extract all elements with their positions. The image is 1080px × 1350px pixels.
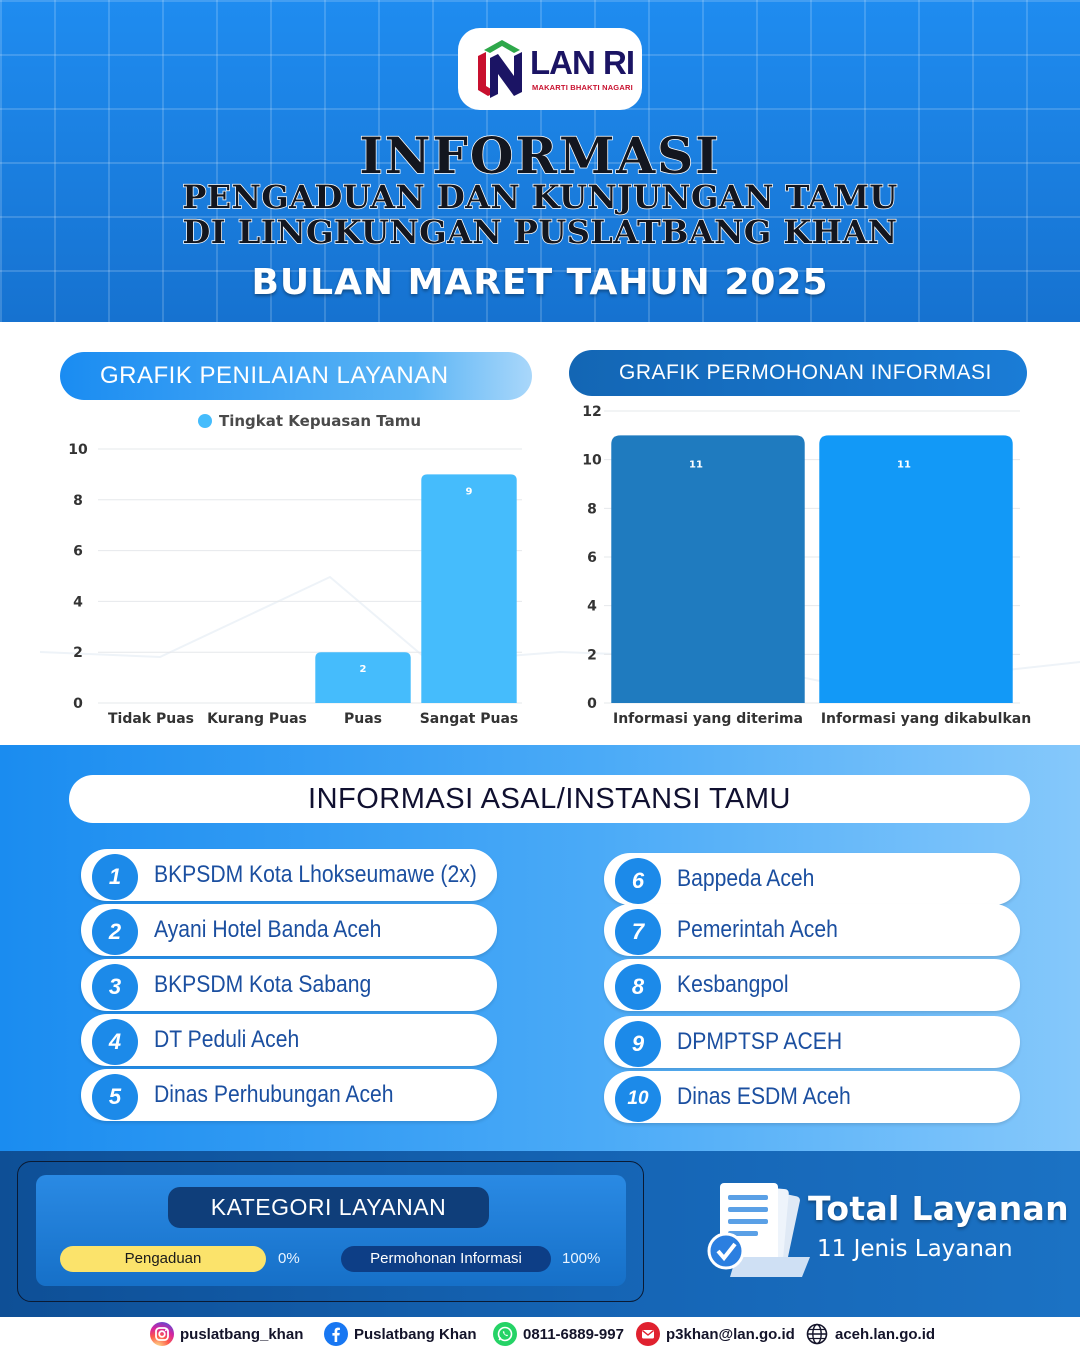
page-title: INFORMASI (359, 126, 721, 185)
bar (315, 652, 410, 703)
legend-marker (198, 414, 212, 428)
complaint-percent: 0% (278, 1250, 300, 1267)
guest-number-badge: 9 (615, 1021, 661, 1067)
guest-item (81, 1069, 497, 1121)
guest-item (81, 1014, 497, 1066)
x-tick-label: Sangat Puas (419, 711, 519, 727)
email-icon (636, 1322, 660, 1346)
bar-value-label: 11 (689, 459, 703, 471)
guest-institution-name: Pemerintah Aceh (677, 916, 838, 943)
instagram-handle: puslatbang_khan (180, 1325, 304, 1343)
guest-institution-name: BKPSDM Kota Sabang (154, 971, 372, 998)
guest-item (604, 1071, 1020, 1123)
category-title: KATEGORI LAYANAN (168, 1187, 489, 1228)
information-request-chart-title: GRAFIK PERMOHONAN INFORMASI (569, 350, 1027, 396)
y-tick-label: 2 (587, 647, 597, 664)
instagram-icon (150, 1322, 174, 1346)
guest-item (81, 849, 497, 901)
y-tick-label: 6 (73, 543, 83, 560)
total-services-count: 11 Jenis Layanan (817, 1236, 1013, 1262)
whatsapp-link[interactable] (493, 1321, 624, 1347)
email-address: p3khan@lan.go.id (666, 1325, 795, 1343)
y-tick-label: 2 (73, 645, 83, 662)
guest-item (604, 904, 1020, 956)
bar-value-label: 2 (359, 664, 367, 676)
guest-number-badge: 4 (92, 1019, 138, 1065)
request-label: Permohonan Informasi (341, 1246, 551, 1272)
whatsapp-number: 0811-6889-997 (523, 1325, 624, 1343)
complaint-label: Pengaduan (60, 1246, 266, 1272)
x-tick-label: Informasi yang dikabulkan (820, 711, 1032, 727)
instagram-link[interactable] (150, 1321, 303, 1347)
guest-institution-name: DT Peduli Aceh (154, 1026, 300, 1053)
guest-origin-section (0, 745, 1080, 1151)
guest-institution-name: Dinas Perhubungan Aceh (154, 1081, 394, 1108)
guest-number-badge: 3 (92, 964, 138, 1010)
contact-footer (0, 1317, 1080, 1350)
guest-number-badge: 6 (615, 858, 661, 904)
lan-ri-logo (458, 28, 642, 110)
documents-check-icon (702, 1181, 814, 1287)
total-services-title: Total Layanan (808, 1189, 1069, 1228)
guest-item (604, 1016, 1020, 1068)
guest-item (604, 853, 1020, 905)
guest-institution-name: BKPSDM Kota Lhokseumawe (2x) (154, 861, 477, 888)
facebook-icon (324, 1322, 348, 1346)
y-tick-label: 6 (587, 550, 597, 566)
guest-item (604, 959, 1020, 1011)
header (0, 0, 1080, 322)
guest-institution-name: Kesbangpol (677, 971, 789, 998)
page-subtitle-line-2: DI LINGKUNGAN PUSLATBANG KHAN (182, 213, 898, 251)
guest-number-badge: 7 (615, 909, 661, 955)
guest-number-badge: 10 (615, 1076, 661, 1122)
y-tick-label: 10 (68, 442, 88, 458)
globe-icon (805, 1322, 829, 1346)
guest-origin-title: INFORMASI ASAL/INSTANSI TAMU (69, 775, 1030, 823)
y-tick-label: 0 (587, 696, 597, 712)
lan-ri-logo-mark-icon (470, 36, 534, 100)
facebook-link[interactable] (324, 1321, 477, 1347)
x-tick-label: Kurang Puas (207, 711, 307, 727)
guest-number-badge: 2 (92, 909, 138, 955)
guest-item (81, 959, 497, 1011)
guest-number-badge: 1 (92, 854, 138, 900)
guest-institution-name: Dinas ESDM Aceh (677, 1083, 851, 1110)
website-url: aceh.lan.go.id (835, 1325, 936, 1343)
guest-institution-name: Ayani Hotel Banda Aceh (154, 916, 382, 943)
y-tick-label: 0 (73, 696, 83, 712)
email-link[interactable] (636, 1321, 795, 1347)
x-tick-label: Tidak Puas (107, 711, 195, 727)
summary-section (0, 1151, 1080, 1317)
x-tick-label: Puas (343, 711, 383, 727)
chart-section (0, 322, 1080, 745)
request-percent: 100% (562, 1250, 601, 1267)
logo-text: LAN RI (530, 44, 634, 81)
guest-number-badge: 5 (92, 1074, 138, 1120)
guest-item (81, 904, 497, 956)
legend-label: Tingkat Kepuasan Tamu (219, 412, 422, 430)
bar (611, 435, 804, 703)
period-title: BULAN MARET TAHUN 2025 (251, 262, 829, 303)
y-tick-label: 8 (587, 501, 597, 518)
guest-institution-name: Bappeda Aceh (677, 865, 815, 892)
guest-number-badge: 8 (615, 964, 661, 1010)
x-tick-label: Informasi yang diterima (612, 711, 804, 727)
service-rating-chart (68, 412, 522, 727)
bar (819, 435, 1012, 703)
facebook-name: Puslatbang Khan (354, 1325, 477, 1343)
logo-tagline: MAKARTI BHAKTI NAGARI (532, 83, 633, 92)
y-tick-label: 10 (582, 452, 602, 469)
y-tick-label: 4 (587, 598, 597, 615)
page-subtitle-line-1: PENGADUAN DAN KUNJUNGAN TAMU (182, 178, 898, 216)
service-rating-chart-title: GRAFIK PENILAIAN LAYANAN (60, 352, 532, 400)
website-link[interactable] (805, 1321, 935, 1347)
bar-value-label: 9 (465, 486, 473, 498)
guest-institution-name: DPMPTSP ACEH (677, 1028, 843, 1055)
y-tick-label: 4 (73, 594, 83, 611)
y-tick-label: 12 (582, 404, 602, 420)
y-tick-label: 8 (73, 492, 83, 509)
bar-value-label: 11 (897, 459, 911, 471)
bar (421, 474, 516, 703)
whatsapp-icon (493, 1322, 517, 1346)
